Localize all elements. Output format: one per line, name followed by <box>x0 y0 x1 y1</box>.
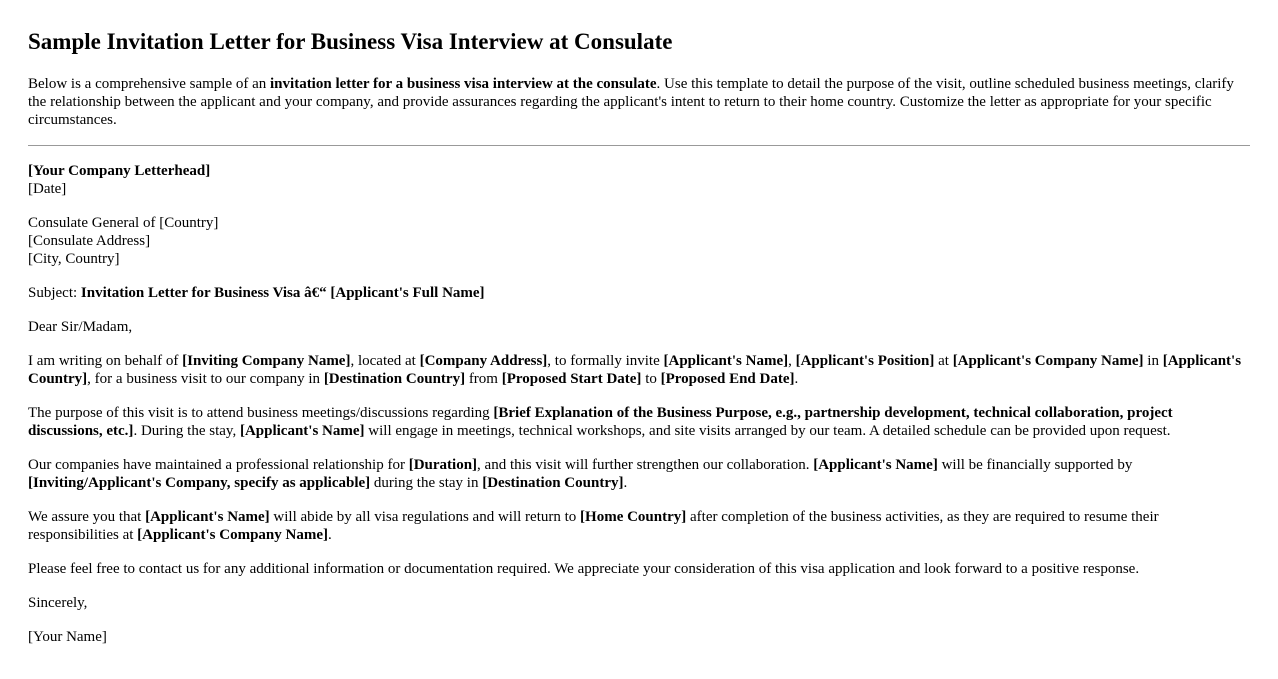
placeholder: [Applicant's Name] <box>663 353 789 369</box>
intro-text-2: . Use this template to detail the purpose of the visit, outline scheduled business meetings, clarify the relationship between the applicant and your company, and provide assurances regarding the applicant's intent to return to their home country. Customize the letter as appropriate for your specific circumstances. <box>28 76 1234 128</box>
placeholder: [Applicant's Company Name] <box>137 527 328 543</box>
text: will be financially supported by <box>937 457 1133 473</box>
address-line: [City, Country] <box>28 251 120 267</box>
salutation: Dear Sir/Madam, <box>28 319 133 335</box>
divider <box>28 145 1250 146</box>
text: will engage in meetings, technical workshops, and site visits arranged by our team. A detailed schedule can be provided upon request. <box>364 423 1171 439</box>
closing: Sincerely, <box>28 595 88 611</box>
letterhead: [Your Company Letterhead] <box>28 163 211 179</box>
placeholder: [Proposed Start Date] <box>501 371 642 387</box>
intro-emphasis: invitation letter for a business visa interview at the consulate <box>270 76 657 92</box>
placeholder: [Applicant's Name] <box>239 423 365 439</box>
placeholder: [Applicant's Country] <box>28 353 1242 387</box>
text: at <box>934 353 953 369</box>
placeholder: [Home Country] <box>580 509 687 525</box>
text: from <box>465 371 502 387</box>
text: , for a business visit to our company in <box>87 371 324 387</box>
placeholder: [Inviting Company Name] <box>182 353 351 369</box>
placeholder: [Applicant's Company Name] <box>952 353 1144 369</box>
text: , <box>788 353 796 369</box>
body-paragraph-closing: Please feel free to contact us for any additional information or documentation required. We appreciate your consideration of this visa application and look forward to a positive response. <box>28 561 1140 577</box>
subject-text: Invitation Letter for Business Visa â€“ [Applicant's Full Name] <box>80 285 485 301</box>
placeholder: [Applicant's Name] <box>145 509 270 525</box>
placeholder: [Duration] <box>408 457 478 473</box>
placeholder: [Applicant's Position] <box>795 353 935 369</box>
text: Our companies have maintained a professional relationship for <box>28 457 409 473</box>
body-paragraph-assurance <box>28 508 1250 544</box>
text: in <box>1143 353 1163 369</box>
text: , located at <box>350 353 420 369</box>
subject-label: Subject: <box>28 285 81 301</box>
text: . <box>328 527 332 543</box>
address-line: Consulate General of [Country] <box>28 215 219 231</box>
text: , and this visit will further strengthen our collaboration. <box>477 457 814 473</box>
text: during the stay in <box>370 475 483 491</box>
body-paragraph-relationship <box>28 456 1250 492</box>
text: after completion of the business activities, as they are required to resume their responsibilities at <box>28 509 1159 543</box>
placeholder: [Company Address] <box>419 353 548 369</box>
placeholder: [Proposed End Date] <box>660 371 795 387</box>
placeholder: [Destination Country] <box>482 475 624 491</box>
page-title: Sample Invitation Letter for Business Visa Interview at Consulate <box>28 29 673 54</box>
text: . During the stay, <box>133 423 240 439</box>
text: will abide by all visa regulations and will return to <box>269 509 581 525</box>
text: I am writing on behalf of <box>28 353 183 369</box>
body-paragraph-purpose <box>28 404 1250 440</box>
text: . <box>623 475 628 491</box>
text: , to formally invite <box>547 353 664 369</box>
text: The purpose of this visit is to attend business meetings/discussions regarding <box>28 405 494 421</box>
letter <box>28 162 1250 646</box>
address-line: [Consulate Address] <box>28 233 151 249</box>
text: . <box>794 371 799 387</box>
placeholder: [Brief Explanation of the Business Purpose, e.g., partnership development, technical collaboration, project discussions, etc.] <box>28 405 1173 439</box>
recipient-address <box>28 214 1250 268</box>
document-page <box>0 29 1278 646</box>
signature-name: [Your Name] <box>28 629 107 645</box>
intro-text-1: Below is a comprehensive sample of an <box>28 76 271 92</box>
placeholder: [Inviting/Applicant's Company, specify as applicable] <box>28 475 371 491</box>
placeholder: [Applicant's Name] <box>813 457 938 473</box>
placeholder: [Destination Country] <box>323 371 466 387</box>
letterhead-block <box>28 162 1250 198</box>
text: to <box>641 371 661 387</box>
letter-date: [Date] <box>28 181 67 197</box>
body-paragraph-invitation <box>28 352 1250 388</box>
subject-line <box>28 284 1250 302</box>
text: We assure you that <box>28 509 146 525</box>
intro-paragraph <box>28 75 1250 129</box>
